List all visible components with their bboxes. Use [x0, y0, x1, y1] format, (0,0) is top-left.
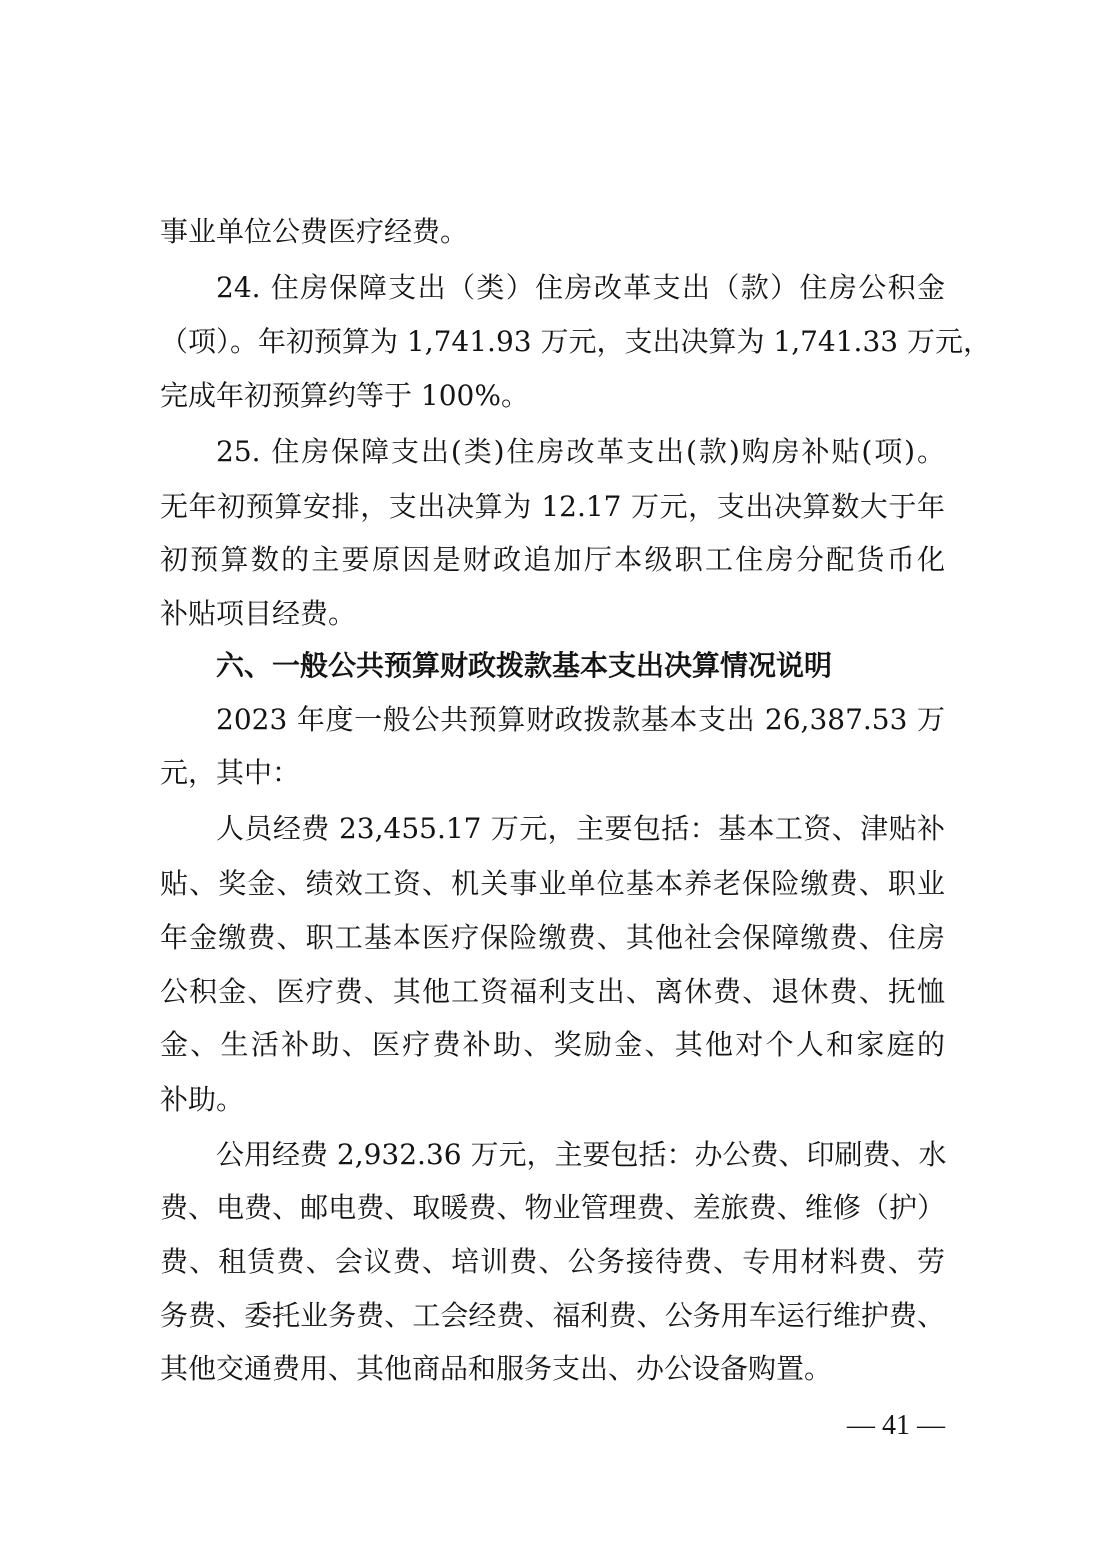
paragraph-line: 补助。 — [160, 1083, 245, 1116]
paragraph-line: 务费、委托业务费、工会经费、福利费、公务用车运行维护费、 — [160, 1299, 945, 1332]
paragraph-line: 25. 住房保障支出(类)住房改革支出(款)购房补贴(项)。 — [216, 435, 945, 468]
paragraph-line: 其他交通费用、其他商品和服务支出、办公设备购置。 — [160, 1352, 833, 1385]
paragraph-line: 公积金、医疗费、其他工资福利支出、离休费、退休费、抚恤 — [160, 975, 945, 1008]
paragraph-line: 完成年初预算约等于 100%。 — [160, 379, 529, 412]
paragraph-line: 金、生活补助、医疗费补助、奖励金、其他对个人和家庭的 — [160, 1028, 945, 1061]
paragraph-line: 元，其中： — [160, 756, 301, 789]
paragraph-line: 年金缴费、职工基本医疗保险缴费、其他社会保障缴费、住房 — [160, 921, 945, 954]
paragraph-line: 贴、奖金、绩效工资、机关事业单位基本养老保险缴费、职业 — [160, 867, 945, 900]
paragraph-line: 事业单位公费医疗经费。 — [160, 215, 469, 248]
paragraph-line: （项）。年初预算为 1,741.93 万元，支出决算为 1,741.33 万元， — [160, 325, 991, 358]
section-heading: 六、一般公共预算财政拨款基本支出决算情况说明 — [216, 649, 833, 682]
paragraph-line: 2023 年度一般公共预算财政拨款基本支出 26,387.53 万 — [216, 703, 945, 736]
page-number: — 41 — — [847, 1410, 945, 1441]
paragraph-line: 公用经费 2,932.36 万元，主要包括：办公费、印刷费、水 — [216, 1138, 947, 1171]
paragraph-line: 人员经费 23,455.17 万元，主要包括：基本工资、津贴补 — [216, 812, 945, 845]
paragraph-line: 费、租赁费、会议费、培训费、公务接待费、专用材料费、劳 — [160, 1245, 945, 1278]
paragraph-line: 24. 住房保障支出（类）住房改革支出（款）住房公积金 — [216, 271, 945, 304]
paragraph-line: 无年初预算安排，支出决算为 12.17 万元，支出决算数大于年 — [160, 490, 945, 523]
paragraph-line: 费、电费、邮电费、取暖费、物业管理费、差旅费、维修（护） — [160, 1191, 945, 1224]
paragraph-line: 补贴项目经费。 — [160, 597, 357, 630]
paragraph-line: 初预算数的主要原因是财政追加厅本级职工住房分配货币化 — [160, 543, 945, 576]
